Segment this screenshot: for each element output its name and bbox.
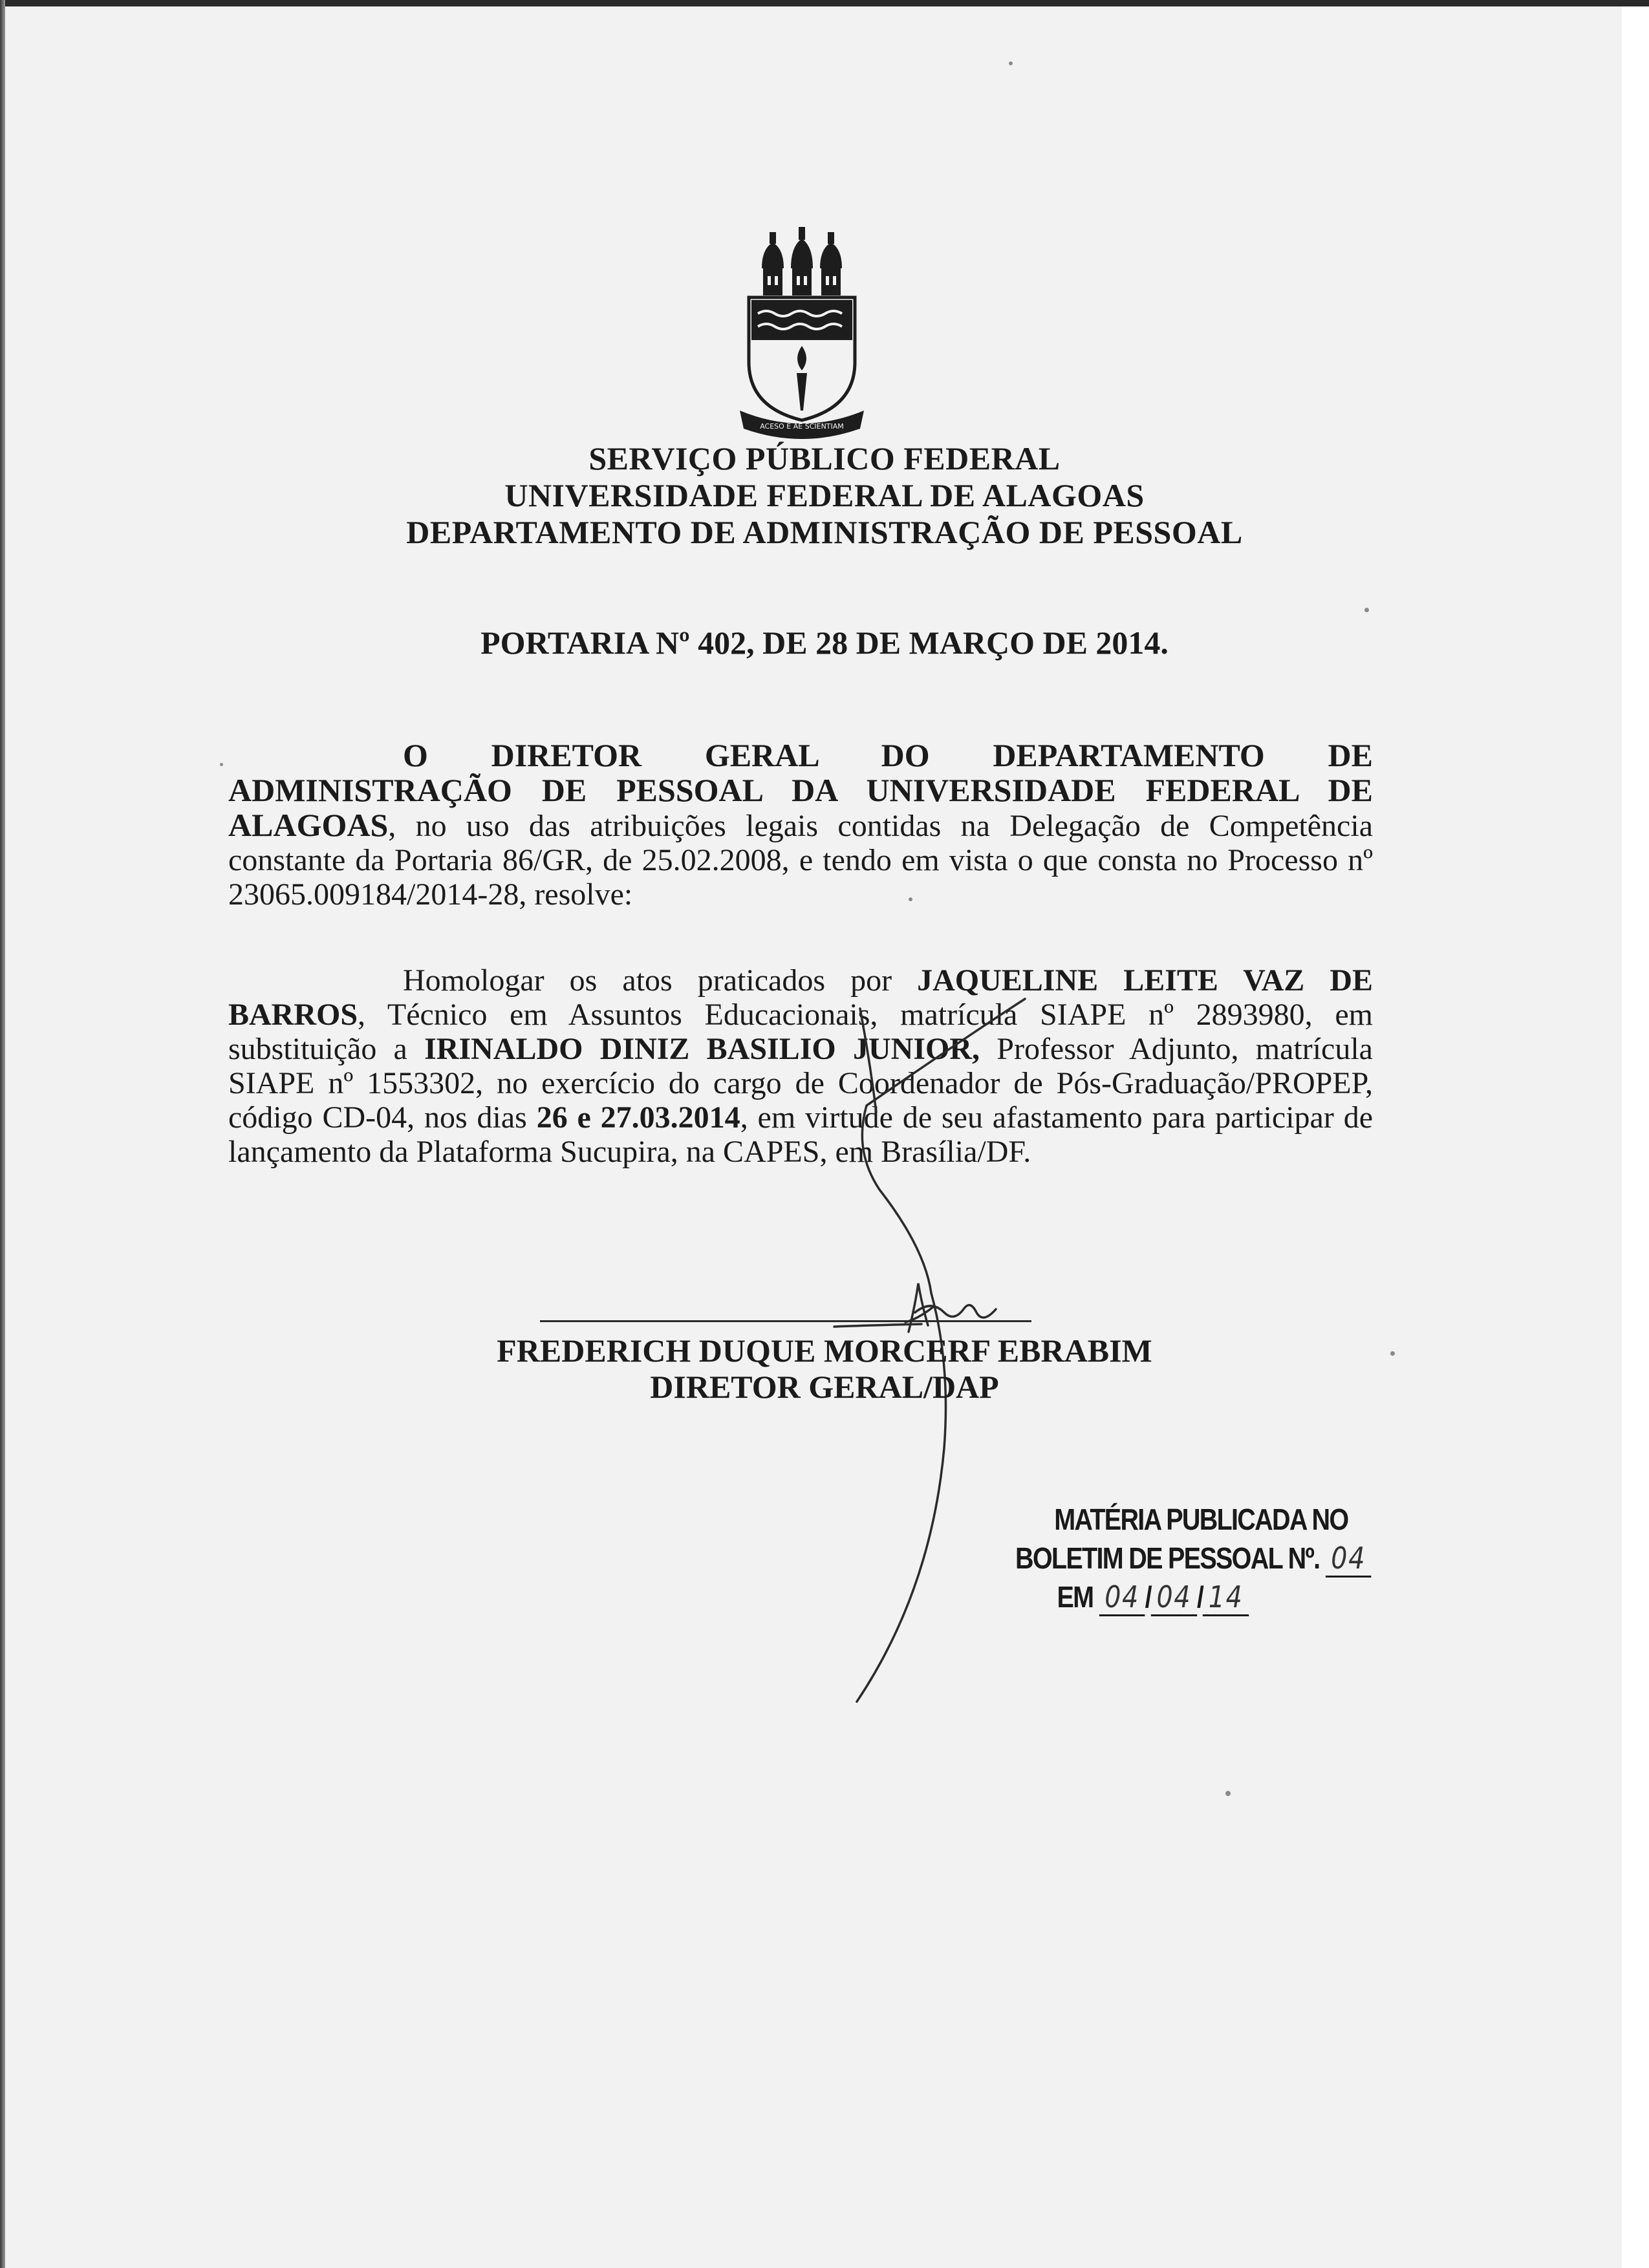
portaria-title: PORTARIA Nº 402, DE 28 DE MARÇO DE 2014. [480, 625, 1169, 661]
paragraph-resolution: Homologar os atos praticados por JAQUELINE LEITE VAZ DE BARROS, Técnico em Assuntos Educacionais, matrícula SIAPE nº 2893980, em substituição a IRINALDO DINIZ BASILIO JUNIOR, Professor Adjunto, matrícula SIAPE nº 1553302, no exercício do cargo de Coordenador de Pós-Graduação/PROPEP, código CD-04, nos dias 26 e 27.03.2014, em virtude de seu afastamento para participar de lançamento da Plataforma Sucupira, na CAPES, em Brasília/DF. [228, 963, 1373, 1169]
university-crest [737, 223, 867, 440]
stamp-date-day: 04 [1099, 1579, 1145, 1616]
publication-stamp [1015, 1500, 1366, 1616]
scan-speck [220, 763, 223, 766]
preamble-text: , no uso das atribuições legais contidas na Delegação de Competência constante da Portaria 86/GR, de 25.02.2008, e tendo em vista o que consta no Processo nº 23065.009184/2014-28, resolve: [228, 809, 1373, 912]
scan-speck [1364, 608, 1369, 612]
header-line-1: SERVIÇO PÚBLICO FEDERAL [588, 440, 1061, 476]
signatory-name: FREDERICH DUQUE MORCERF EBRABIM [497, 1332, 1152, 1369]
scan-speck [1009, 61, 1013, 65]
header-line-3: DEPARTAMENTO DE ADMINISTRAÇÃO DE PESSOAL [406, 514, 1243, 550]
stamp-line-2: BOLETIM DE PESSOAL Nº. 04 [1015, 1539, 1327, 1578]
signatory-role: DIRETOR GERAL/DAP [650, 1369, 999, 1405]
dates: 26 e 27.03.2014 [536, 1100, 740, 1135]
stamp-date-year: 14 [1203, 1579, 1249, 1616]
scan-speck [1225, 1791, 1231, 1796]
header-line-2: UNIVERSIDADE FEDERAL DE ALAGOAS [504, 477, 1145, 513]
stamp-date-month: 04 [1151, 1579, 1197, 1616]
paragraph-preamble [228, 738, 1373, 912]
crest-motto: ACESO E AE SCIENTIAM [760, 422, 844, 431]
signature-line [540, 1320, 1031, 1322]
holder-name: IRINALDO DINIZ BASILIO JUNIOR, [424, 1032, 980, 1066]
stamp-line-1: MATÉRIA PUBLICADA NO [1054, 1503, 1348, 1536]
stamp-line-3: EM 04 / 04 / 14 [1015, 1578, 1327, 1616]
preamble-authority: O DIRETOR GERAL DO DEPARTAMENTO DE ADMINISTRAÇÃO DE PESSOAL DA UNIVERSIDADE FEDERAL DE ALAGOAS [228, 737, 1373, 843]
scan-edge-left [0, 0, 5, 2268]
scan-edge-top [0, 0, 1649, 6]
boletim-number: 04 [1326, 1541, 1372, 1578]
substitute-name: JAQUELINE LEITE VAZ DE BARROS [228, 963, 1373, 1032]
